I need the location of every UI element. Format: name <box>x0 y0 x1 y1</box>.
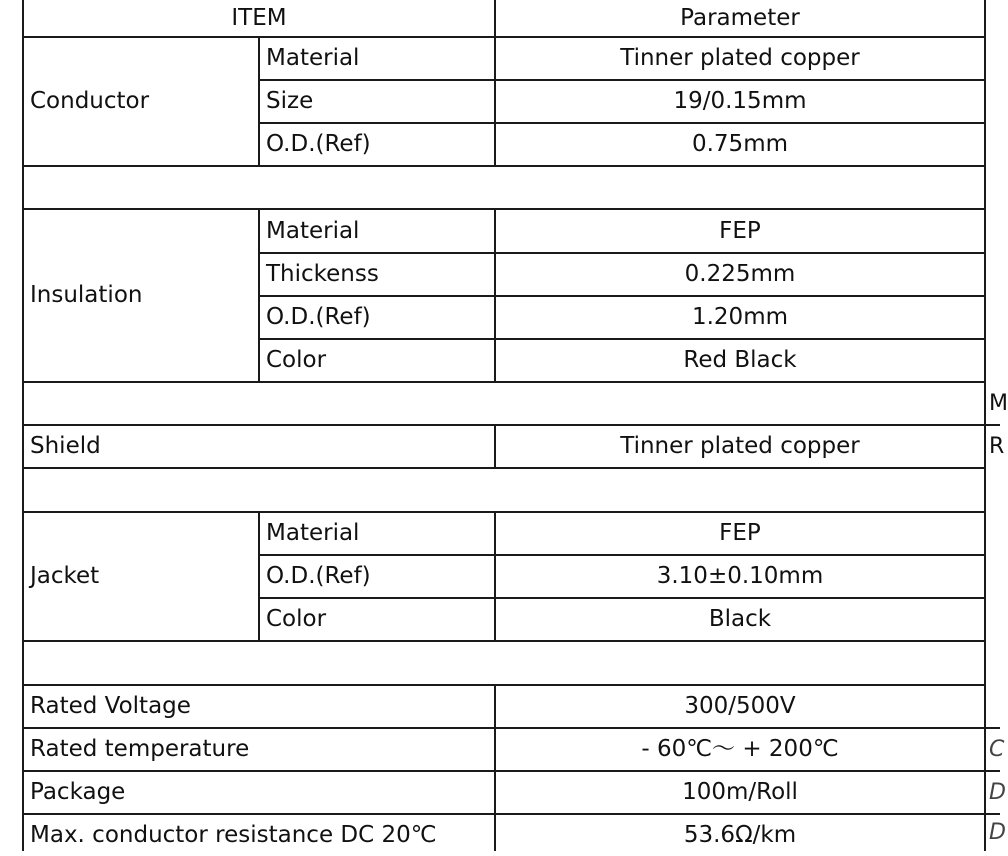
insulation-value-color: Red Black <box>683 347 797 373</box>
package-label: Package <box>30 779 126 805</box>
jacket-sub-material: Material <box>266 520 360 546</box>
shield-label: Shield <box>30 433 101 459</box>
edge-fragment: D <box>989 779 1006 805</box>
max-resistance-value: 53.6Ω/km <box>683 822 797 848</box>
conductor-sub-material: Material <box>266 45 360 71</box>
insulation-sub-material: Material <box>266 217 360 244</box>
insulation-value-material: FEP <box>719 217 761 244</box>
rated-voltage-label: Rated Voltage <box>30 693 191 719</box>
insulation-sub-od: O.D.(Ref) <box>266 304 371 330</box>
insulation-sub-thickness: Thickenss <box>266 261 379 287</box>
rated-temperature-value: - 60℃～ + 200℃ <box>641 736 839 762</box>
conductor-value-material: Tinner plated copper <box>620 45 860 71</box>
conductor-sub-od: O.D.(Ref) <box>266 131 371 157</box>
hline <box>22 381 986 383</box>
edge-fragment: R <box>989 433 1005 459</box>
conductor-label: Conductor <box>30 88 150 114</box>
jacket-value-material: FEP <box>719 520 761 546</box>
edge-fragment: M <box>989 390 1008 416</box>
rated-voltage-value: 300/500V <box>684 693 796 719</box>
insulation-value-od: 1.20mm <box>691 304 789 330</box>
max-resistance-label: Max. conductor resistance DC 20℃ <box>30 822 437 848</box>
hline <box>22 640 986 642</box>
edge-fragment: D <box>989 820 1006 845</box>
conductor-value-size: 19/0.15mm <box>673 88 807 114</box>
shield-value: Tinner plated copper <box>620 433 860 459</box>
rated-temperature-label: Rated temperature <box>30 736 250 762</box>
header-item: ITEM <box>231 4 287 31</box>
jacket-value-od: 3.10±0.10mm <box>656 563 824 589</box>
hline <box>22 165 986 167</box>
conductor-value-od: 0.75mm <box>691 131 789 157</box>
package-value: 100m/Roll <box>682 779 798 805</box>
insulation-value-thickness: 0.225mm <box>684 261 796 287</box>
jacket-label: Jacket <box>30 563 100 589</box>
insulation-label: Insulation <box>30 282 143 308</box>
header-parameter: Parameter <box>680 4 800 31</box>
jacket-sub-od: O.D.(Ref) <box>266 563 371 589</box>
insulation-sub-color: Color <box>266 347 327 373</box>
edge-fragment: C <box>989 736 1005 762</box>
conductor-sub-size: Size <box>266 88 314 114</box>
jacket-sub-color: Color <box>266 606 327 632</box>
jacket-value-color: Black <box>708 606 772 632</box>
hline <box>22 467 986 469</box>
